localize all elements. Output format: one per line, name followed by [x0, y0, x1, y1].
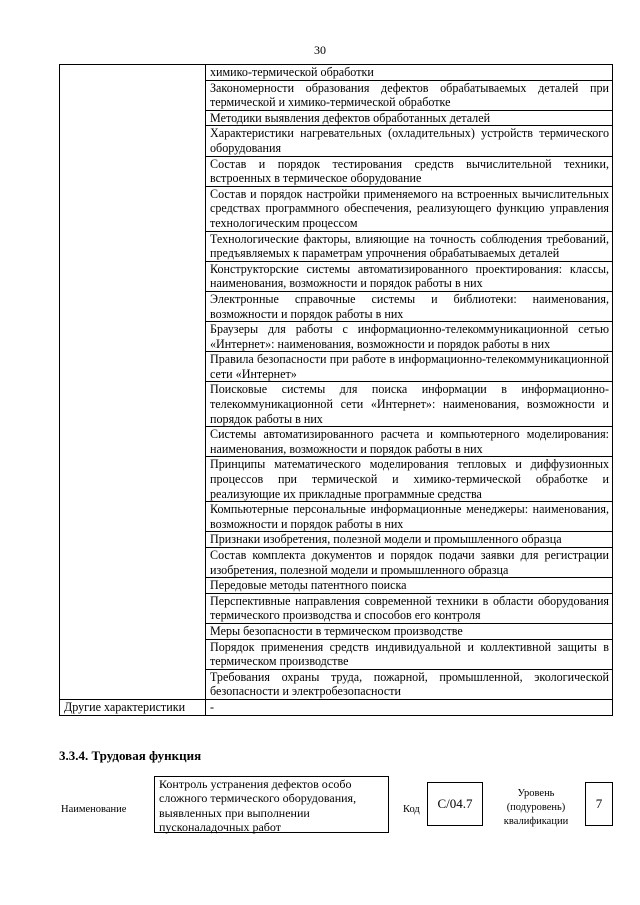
table-row-other: [60, 699, 613, 715]
function-name-box: Контроль устранения дефектов особо сложного термического оборудования, выявленных при выполнении пусконаладочных работ: [154, 776, 389, 833]
requirements-table-body: [60, 65, 613, 716]
requirement-cell: Признаки изобретения, полезной модели и промышленного образца: [206, 532, 613, 548]
requirements-table: [59, 64, 613, 716]
requirement-cell: Порядок применения средств индивидуальной и коллективной защиты в термическом производстве: [206, 639, 613, 669]
requirement-cell: химико-термической обработки: [206, 65, 613, 81]
other-characteristics-label: Другие характеристики: [60, 699, 206, 715]
requirement-cell: Передовые методы патентного поиска: [206, 578, 613, 594]
code-label: Код: [403, 804, 420, 815]
requirement-cell: Браузеры для работы с информационно-телекоммуникационной сетью «Интернет»: наименования, возможности и порядок работы в них: [206, 322, 613, 352]
function-code-box: C/04.7: [427, 782, 483, 826]
requirement-cell: Электронные справочные системы и библиотеки: наименования, возможности и порядок работы в них: [206, 291, 613, 321]
section-heading: 3.3.4. Трудовая функция: [59, 748, 202, 763]
requirement-cell: Методики выявления дефектов обработанных деталей: [206, 110, 613, 126]
requirement-cell: Компьютерные персональные информационные менеджеры: наименования, возможности и порядок работы в них: [206, 502, 613, 532]
other-characteristics-value: -: [206, 699, 613, 715]
page-number: 30: [314, 43, 326, 57]
requirement-cell: Закономерности образования дефектов обрабатываемых деталей при термической и химико-термической обработке: [206, 80, 613, 110]
requirement-cell: Поисковые системы для поиска информации в информационно-телекоммуникационной сети «Интернет»: наименования, возможности и порядок работы в них: [206, 382, 613, 427]
name-label: Наименование: [61, 804, 127, 815]
qualification-level-label: Уровень (подуровень) квалификации: [503, 788, 569, 827]
requirement-cell: Принципы математического моделирования тепловых и диффузионных процессов при термической и химико-термической обработке и реализующие их прикладные программные средства: [206, 457, 613, 502]
requirement-cell: Меры безопасности в термическом производстве: [206, 623, 613, 639]
qualification-level-box: 7: [585, 782, 613, 826]
requirement-cell: Системы автоматизированного расчета и компьютерного моделирования: наименования, возможности и порядок работы в них: [206, 427, 613, 457]
requirement-cell: Правила безопасности при работе в информационно-телекоммуникационной сети «Интернет»: [206, 352, 613, 382]
requirement-cell: Состав и порядок настройки применяемого на встроенных вычислительных средствах программного обеспечения, реализующего функцию управления технологическим процессом: [206, 186, 613, 231]
requirement-cell: Требования охраны труда, пожарной, промышленной, экологической безопасности и электробезопасности: [206, 669, 613, 699]
requirement-cell: Состав комплекта документов и порядок подачи заявки для регистрации изобретения, полезной модели и промышленного образца: [206, 548, 613, 578]
continuation-label-cell: [60, 65, 206, 700]
requirement-cell: Технологические факторы, влияющие на точность соблюдения требований, предъявляемых к параметрам упрочнения обрабатываемых деталей: [206, 231, 613, 261]
requirement-cell: Конструкторские системы автоматизированного проектирования: классы, наименования, возможности и порядок работы в них: [206, 261, 613, 291]
requirement-cell: Состав и порядок тестирования средств вычислительной техники, встроенных в термическое оборудование: [206, 156, 613, 186]
requirement-cell: Перспективные направления современной техники в области оборудования термического производства и способов его контроля: [206, 593, 613, 623]
requirement-cell: Характеристики нагревательных (охладительных) устройств термического оборудования: [206, 126, 613, 156]
table-row: [60, 65, 613, 81]
